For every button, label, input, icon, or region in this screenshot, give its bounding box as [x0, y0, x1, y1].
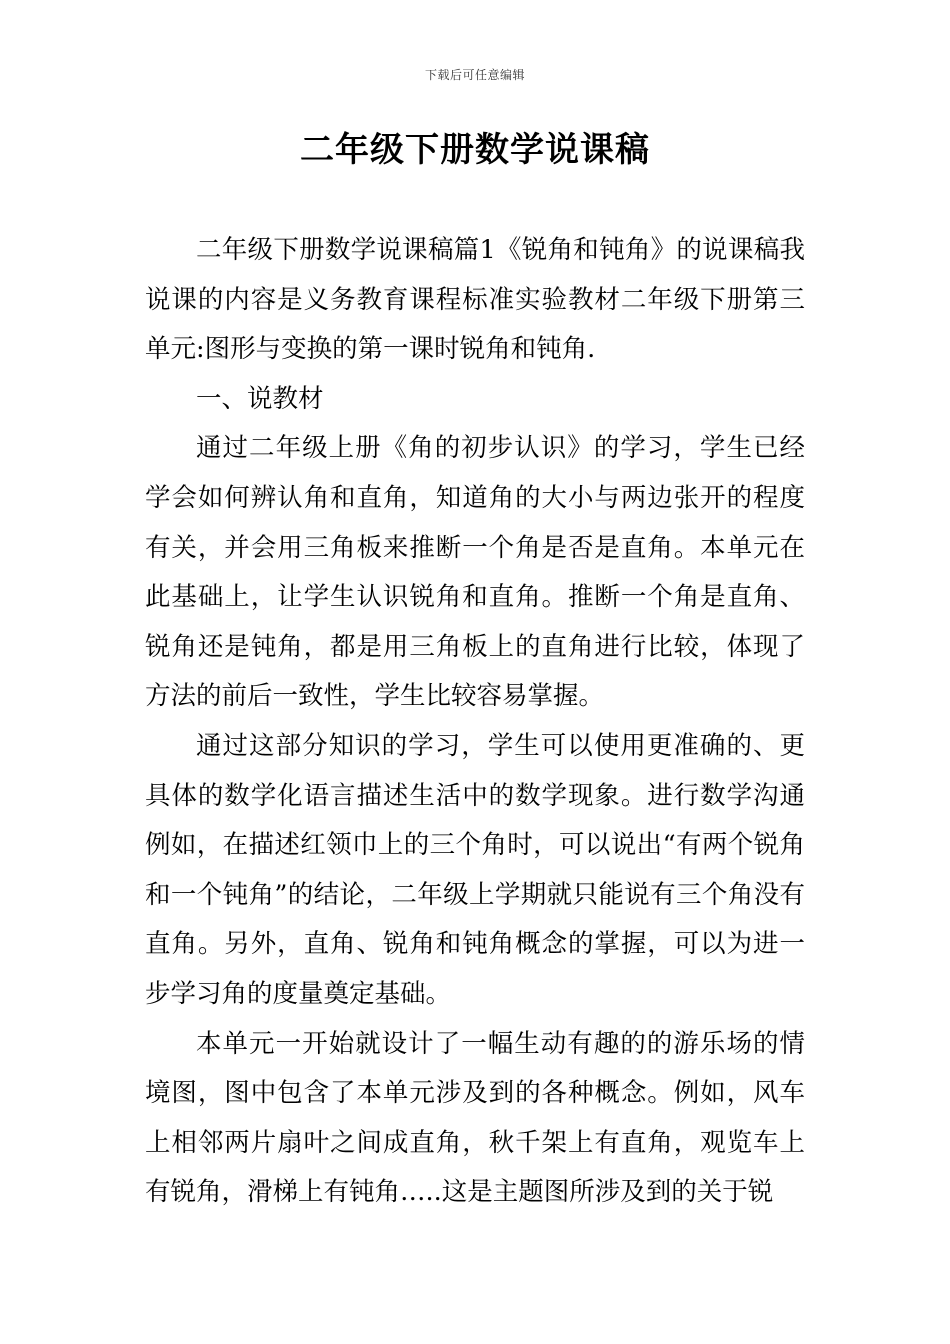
- header-note: 下载后可任意编辑: [424, 68, 525, 82]
- paragraph: 通过这部分知识的学习，学生可以使用更准确的、更具体的数学化语言描述生活中的数学现象。进行数学沟通例如，在描述红领巾上的三个角时，可以说出“有两个锐角和一个钝角”的结论，二年级上学期就只能说有三个角没有直角。另外，直角、锐角和钝角概念的掌握，可以为进一步学习角的度量奠定基础。: [145, 730, 805, 1009]
- section-heading: 一、说教材: [196, 383, 324, 414]
- paragraph-intro: 二年级下册数学说课稿篇1《锐角和钝角》的说课稿我说课的内容是义务教育课程标准实验教材二年级下册第三单元:图形与变换的第一课时锐角和钝角.: [145, 235, 805, 365]
- document-body: [145, 226, 805, 1218]
- document-title: 二年级下册数学说课稿: [300, 130, 650, 170]
- paragraph: 本单元一开始就设计了一幅生动有趣的的游乐场的情境图，图中包含了本单元涉及到的各种概念。例如，风车上相邻两片扇叶之间成直角，秋千架上有直角，观览车上有锐角，滑梯上有钝角…..这是主题图所涉及到的关于锐: [145, 1028, 805, 1208]
- paragraph: 通过二年级上册《角的初步认识》的学习，学生已经学会如何辨认角和直角，知道角的大小与两边张开的程度有关，并会用三角板来推断一个角是否是直角。本单元在此基础上，让学生认识锐角和直角。推断一个角是直角、锐角还是钝角，都是用三角板上的直角进行比较，体现了方法的前后一致性，学生比较容易掌握。: [145, 433, 805, 712]
